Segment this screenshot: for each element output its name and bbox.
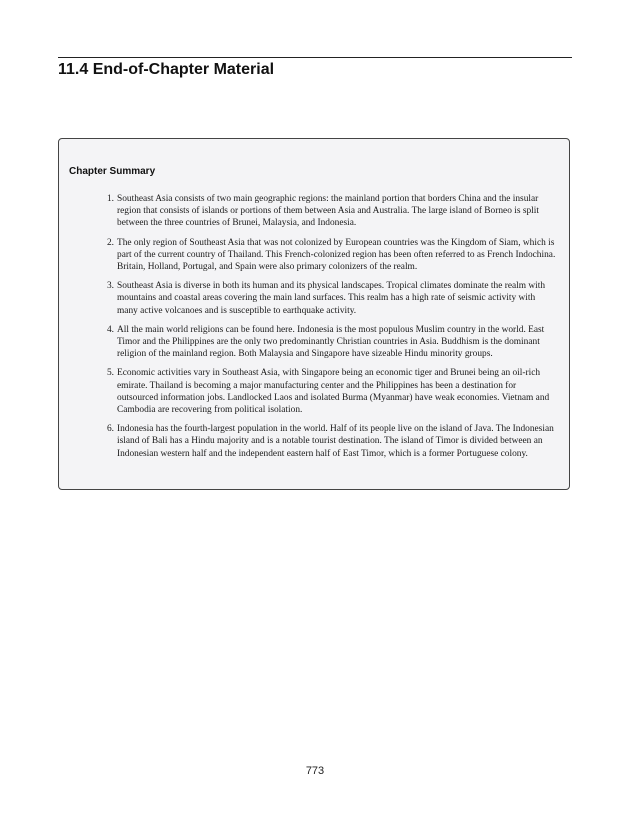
summary-item-2 [106,237,557,274]
chapter-summary-list [106,193,557,467]
summary-item-number: 4. [106,324,114,335]
summary-item-5 [106,367,557,416]
header-rule [58,57,572,58]
summary-item-text: Southeast Asia is diverse in both its human and its physical landscapes. Tropical climates dominate the realm with mountains and coastal areas covering the main land surfaces. This realm has a high rate of seismic activity with many active volcanoes and is susceptible to earthquake activity. [117,281,546,316]
summary-item-number: 3. [106,281,114,292]
summary-item-number: 6. [106,424,114,435]
summary-item-1 [106,193,557,230]
summary-item-3 [106,280,557,317]
summary-item-text: Economic activities vary in Southeast Asia, with Singapore being an economic tiger and Brunei being an oil-rich emirate. Thailand is becoming a major manufacturing center and the Philippines has been a destination for outsourced information jobs. Landlocked Laos and isolated Burma (Myanmar) have weak economies. Vietnam and Cambodia are recovering from political isolation. [117,368,550,416]
summary-item-text: The only region of Southeast Asia that was not colonized by European countries was the Kingdom of Siam, which is part of the current country of Thailand. This French-colonized region has been often referred to as French Indochina. Britain, Holland, Portugal, and Spain were also primary colonizers of the realm. [117,237,556,273]
summary-item-6 [106,423,557,460]
chapter-summary-title: Chapter Summary [69,166,156,177]
summary-item-4 [106,324,557,361]
summary-item-number: 5. [106,368,114,379]
summary-item-text: All the main world religions can be found here. Indonesia is the most populous Muslim country in the world. East Timor and the Philippines are the only two predominantly Christian countries in Asia. Buddhism is the dominant religion of the mainland region. Both Malaysia and Singapore have sizeable Hindu minority groups. [117,324,545,360]
section-heading: 11.4 End-of-Chapter Material [58,61,275,78]
summary-item-number: 1. [106,194,114,204]
chapter-summary-box [58,138,570,490]
summary-item-text: Southeast Asia consists of two main geographic regions: the mainland portion that borders China and the insular region that consists of islands or portions of them between Asia and Australia. The large island of Borneo is split between the three countries of Brunei, Malaysia, and Indonesia. [117,194,539,229]
page-number: 773 [305,765,325,777]
summary-item-number: 2. [106,237,114,248]
summary-item-text: Indonesia has the fourth-largest population in the world. Half of its people live on the island of Java. The Indonesian island of Bali has a Hindu majority and is a notable tourist destination. The island of Timor is divided between an Indonesian western half and the independent eastern half of East Timor, which is a former Portuguese colony. [117,424,554,459]
